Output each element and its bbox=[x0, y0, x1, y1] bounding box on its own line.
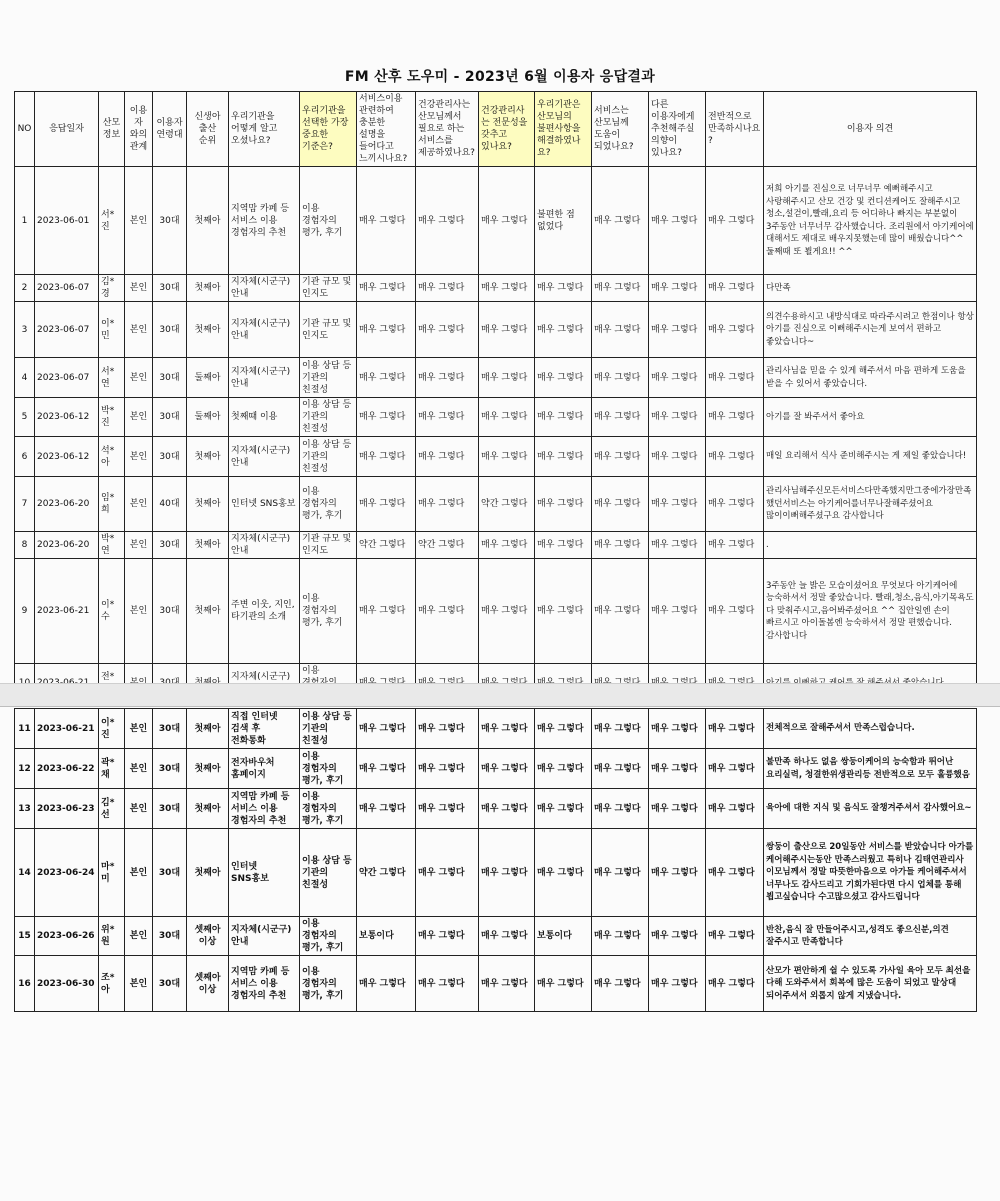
table-body-part1 bbox=[15, 167, 977, 703]
cell-q7: 매우 그렇다 bbox=[706, 358, 764, 398]
cell-age: 30대 bbox=[153, 789, 187, 829]
cell-q3: 매우 그렇다 bbox=[479, 709, 535, 749]
cell-q7: 매우 그렇다 bbox=[706, 709, 764, 749]
cell-q4: 매우 그렇다 bbox=[535, 358, 592, 398]
cell-how: 지자체(시군구) 안내 bbox=[229, 275, 300, 302]
cell-no: 3 bbox=[15, 302, 35, 358]
cell-q3: 매우 그렇다 bbox=[479, 559, 535, 664]
header-cell: 건강관리사는 전문성을 갖추고 있나요? bbox=[479, 92, 535, 167]
cell-q6: 매우 그렇다 bbox=[649, 477, 706, 532]
cell-q6: 매우 그렇다 bbox=[649, 167, 706, 275]
cell-rel: 본인 bbox=[125, 398, 153, 437]
cell-how: 지자체(시군구) 안내 bbox=[229, 302, 300, 358]
cell-no: 1 bbox=[15, 167, 35, 275]
cell-q2: 매우 그렇다 bbox=[416, 398, 479, 437]
cell-q6: 매우 그렇다 bbox=[649, 917, 706, 956]
cell-q7: 매우 그렇다 bbox=[706, 829, 764, 917]
cell-rel: 본인 bbox=[125, 829, 153, 917]
cell-rel: 본인 bbox=[125, 956, 153, 1012]
cell-why: 기관 규모 및 인지도 bbox=[300, 302, 357, 358]
cell-date: 2023-06-20 bbox=[35, 477, 99, 532]
cell-q4: 매우 그렇다 bbox=[535, 829, 592, 917]
cell-q5: 매우 그렇다 bbox=[592, 437, 649, 477]
cell-name: 박*연 bbox=[99, 532, 125, 559]
cell-why: 이용 경험자의 평가, 후기 bbox=[300, 167, 357, 275]
cell-q5: 매우 그렇다 bbox=[592, 358, 649, 398]
cell-rank: 첫째아 bbox=[187, 167, 229, 275]
cell-rank: 첫째아 bbox=[187, 709, 229, 749]
cell-rel: 본인 bbox=[125, 167, 153, 275]
cell-no: 9 bbox=[15, 559, 35, 664]
table-row bbox=[15, 275, 977, 302]
cell-q2: 매우 그렇다 bbox=[416, 559, 479, 664]
cell-date: 2023-06-07 bbox=[35, 358, 99, 398]
cell-q3: 매우 그렇다 bbox=[479, 167, 535, 275]
cell-q3: 매우 그렇다 bbox=[479, 829, 535, 917]
cell-name: 위*원 bbox=[99, 917, 125, 956]
survey-table-part2 bbox=[14, 708, 977, 1012]
cell-q1: 약간 그렇다 bbox=[357, 532, 416, 559]
header-cell: 산모 정보 bbox=[99, 92, 125, 167]
cell-q3: 매우 그렇다 bbox=[479, 302, 535, 358]
header-cell: 서비스는 산모님께 도움이 되었나요? bbox=[592, 92, 649, 167]
header-cell: 우리기관은 산모님의 불편사항을 해결하였나요? bbox=[535, 92, 592, 167]
cell-date: 2023-06-12 bbox=[35, 437, 99, 477]
cell-age: 30대 bbox=[153, 956, 187, 1012]
cell-date: 2023-06-21 bbox=[35, 559, 99, 664]
cell-why: 이용 경험자의 평가, 후기 bbox=[300, 917, 357, 956]
cell-name: 석*아 bbox=[99, 437, 125, 477]
cell-date: 2023-06-30 bbox=[35, 956, 99, 1012]
cell-q4: 매우 그렇다 bbox=[535, 477, 592, 532]
cell-how: 직접 인터넷 검색 후 전화통화 bbox=[229, 709, 300, 749]
cell-q5: 매우 그렇다 bbox=[592, 917, 649, 956]
cell-name: 서*연 bbox=[99, 358, 125, 398]
cell-q5: 매우 그렇다 bbox=[592, 532, 649, 559]
cell-no: 11 bbox=[15, 709, 35, 749]
cell-how: 지자체(시군구) 안내 bbox=[229, 532, 300, 559]
cell-q7: 매우 그렇다 bbox=[706, 789, 764, 829]
cell-q2: 매우 그렇다 bbox=[416, 477, 479, 532]
cell-name: 곽*채 bbox=[99, 749, 125, 789]
cell-q7: 매우 그렇다 bbox=[706, 302, 764, 358]
cell-q1: 매우 그렇다 bbox=[357, 709, 416, 749]
cell-q2: 매우 그렇다 bbox=[416, 167, 479, 275]
cell-q1: 매우 그렇다 bbox=[357, 437, 416, 477]
cell-date: 2023-06-24 bbox=[35, 829, 99, 917]
table-row bbox=[15, 829, 977, 917]
cell-q2: 매우 그렇다 bbox=[416, 789, 479, 829]
cell-q6: 매우 그렇다 bbox=[649, 789, 706, 829]
cell-rel: 본인 bbox=[125, 749, 153, 789]
cell-q6: 매우 그렇다 bbox=[649, 559, 706, 664]
cell-opinion: 관리사님을 믿을 수 있게 해주셔서 마음 편하게 도움을 받을 수 있어서 좋았습니다. bbox=[764, 358, 977, 398]
cell-why: 이용 상담 등 기관의 친절성 bbox=[300, 709, 357, 749]
cell-q5: 매우 그렇다 bbox=[592, 167, 649, 275]
cell-no: 14 bbox=[15, 829, 35, 917]
cell-q7: 매우 그렇다 bbox=[706, 532, 764, 559]
cell-q2: 매우 그렇다 bbox=[416, 829, 479, 917]
cell-age: 30대 bbox=[153, 917, 187, 956]
cell-q5: 매우 그렇다 bbox=[592, 477, 649, 532]
cell-q1: 매우 그렇다 bbox=[357, 477, 416, 532]
cell-q5: 매우 그렇다 bbox=[592, 956, 649, 1012]
cell-no: 4 bbox=[15, 358, 35, 398]
header-cell: 우리기관을 어떻게 알고 오셨나요? bbox=[229, 92, 300, 167]
cell-rank: 셋째아 이상 bbox=[187, 917, 229, 956]
cell-rel: 본인 bbox=[125, 275, 153, 302]
header-cell: NO bbox=[15, 92, 35, 167]
header-row bbox=[15, 92, 977, 167]
cell-q6: 매우 그렇다 bbox=[649, 532, 706, 559]
cell-q6: 매우 그렇다 bbox=[649, 956, 706, 1012]
cell-rank: 첫째아 bbox=[187, 275, 229, 302]
cell-q1: 매우 그렇다 bbox=[357, 167, 416, 275]
cell-no: 2 bbox=[15, 275, 35, 302]
cell-q4: 매우 그렇다 bbox=[535, 789, 592, 829]
cell-date: 2023-06-01 bbox=[35, 167, 99, 275]
cell-rel: 본인 bbox=[125, 532, 153, 559]
table-row bbox=[15, 709, 977, 749]
cell-rank: 둘째아 bbox=[187, 398, 229, 437]
cell-no: 16 bbox=[15, 956, 35, 1012]
cell-no: 6 bbox=[15, 437, 35, 477]
document-title: FM 산후 도우미 - 2023년 6월 이용자 응답결과 bbox=[344, 69, 656, 85]
cell-age: 30대 bbox=[153, 275, 187, 302]
cell-why: 이용 bbox=[300, 664, 357, 703]
cell-how: 주변 이웃, 지인,타기관의 소개 bbox=[229, 559, 300, 664]
cell-q5: 매우 그렇다 bbox=[592, 749, 649, 789]
cell-opinion: 의견수용하시고 내방식대로 따라주시려고 한점이나 항상 아기를 진심으로 이뻐해주시는게 보여서 편하고 좋았습니다~ bbox=[764, 302, 977, 358]
cell-q3: 매우 그렇다 bbox=[479, 532, 535, 559]
cell-q3: 매우 그렇다 bbox=[479, 956, 535, 1012]
cell-q5: 매우 그렇다 bbox=[592, 829, 649, 917]
cell-how: 첫째때 이용 bbox=[229, 398, 300, 437]
cell-why: 이용 상담 등 기관의 친절성 bbox=[300, 829, 357, 917]
cell-q2: 매우 그렇다 bbox=[416, 709, 479, 749]
cell-name: 이*수 bbox=[99, 559, 125, 664]
table-row bbox=[15, 302, 977, 358]
cell-q3: 매우 그렇다 bbox=[479, 917, 535, 956]
table-row bbox=[15, 956, 977, 1012]
cell-rank: 셋째아 이상 bbox=[187, 956, 229, 1012]
cell-q5: 매우 그렇다 bbox=[592, 789, 649, 829]
cell-name: 김*경 bbox=[99, 275, 125, 302]
table-row bbox=[15, 167, 977, 275]
cell-q6: 매우 그렇다 bbox=[649, 275, 706, 302]
cell-age: 30대 bbox=[153, 358, 187, 398]
cell-q7: 매우 그렇다 bbox=[706, 749, 764, 789]
cell-how: 지역맘 카페 등 서비스 이용 경험자의 추천 bbox=[229, 789, 300, 829]
cell-q7: 매우 그렇다 bbox=[706, 956, 764, 1012]
cell-why: 이용 경험자의 평가, 후기 bbox=[300, 956, 357, 1012]
cell-date: 2023-06-26 bbox=[35, 917, 99, 956]
survey-table-part1 bbox=[14, 91, 977, 703]
cell-opinion: 다만족 bbox=[764, 275, 977, 302]
cell-opinion: 육아에 대한 지식 및 음식도 잘챙겨주셔서 감사했어요~ bbox=[764, 789, 977, 829]
cell-q6: 매우 그렇다 bbox=[649, 398, 706, 437]
cell-q7: 매우 그렇다 bbox=[706, 437, 764, 477]
cell-why: 기관 규모 및 인지도 bbox=[300, 532, 357, 559]
cell-date: 2023-06-12 bbox=[35, 398, 99, 437]
cell-q3: 매우 그렇다 bbox=[479, 398, 535, 437]
cell-q3: 매우 그렇다 bbox=[479, 749, 535, 789]
cell-why: 기관 규모 및 인지도 bbox=[300, 275, 357, 302]
cell-rel: 본인 bbox=[125, 477, 153, 532]
cell-name: 이*민 bbox=[99, 302, 125, 358]
cell-q2: 매우 그렇다 bbox=[416, 749, 479, 789]
table-row bbox=[15, 358, 977, 398]
cell-name: 전* bbox=[99, 664, 125, 703]
table-row bbox=[15, 559, 977, 664]
cell-q1: 보통이다 bbox=[357, 917, 416, 956]
cell-how: 지자체(시군구) bbox=[229, 664, 300, 703]
cell-no: 13 bbox=[15, 789, 35, 829]
cell-date: 2023-06-07 bbox=[35, 302, 99, 358]
table-row bbox=[15, 398, 977, 437]
cell-q3: 매우 그렇다 bbox=[479, 437, 535, 477]
cell-q1: 매우 그렇다 bbox=[357, 749, 416, 789]
cell-how: 지역맘 카페 등 서비스 이용 경험자의 추천 bbox=[229, 956, 300, 1012]
cell-how: 지자체(시군구) 안내 bbox=[229, 917, 300, 956]
cell-q5: 매우 그렇다 bbox=[592, 302, 649, 358]
cell-rel: 본인 bbox=[125, 437, 153, 477]
cell-rank: 첫째아 bbox=[187, 789, 229, 829]
cell-q3: 약간 그렇다 bbox=[479, 477, 535, 532]
cell-q5: 매우 그렇다 bbox=[592, 709, 649, 749]
cell-why: 이용 경험자의 평가, 후기 bbox=[300, 559, 357, 664]
cell-q6: 매우 그렇다 bbox=[649, 358, 706, 398]
cell-name: 조*아 bbox=[99, 956, 125, 1012]
table-row bbox=[15, 532, 977, 559]
cell-name: 마*미 bbox=[99, 829, 125, 917]
cell-q4: 보통이다 bbox=[535, 917, 592, 956]
cell-opinion: 전체적으로 잘해주셔서 만족스럽습니다. bbox=[764, 709, 977, 749]
cell-q5: 매우 그렇다 bbox=[592, 398, 649, 437]
cell-no: 12 bbox=[15, 749, 35, 789]
cell-name: 임*희 bbox=[99, 477, 125, 532]
cell-q2: 매우 그렇다 bbox=[416, 917, 479, 956]
table-row bbox=[15, 917, 977, 956]
cell-q5: 매우 그렇다 bbox=[592, 559, 649, 664]
cell-q1: 매우 그렇다 bbox=[357, 302, 416, 358]
header-cell: 우리기관을 선택한 가장 중요한 기준은? bbox=[300, 92, 357, 167]
cell-how: 지역맘 카페 등 서비스 이용 경험자의 추천 bbox=[229, 167, 300, 275]
header-cell: 신생아 출산 순위 bbox=[187, 92, 229, 167]
cell-q1: 매우 그렇다 bbox=[357, 956, 416, 1012]
cell-q2: 약간 그렇다 bbox=[416, 532, 479, 559]
cell-how: 지자체(시군구) 안내 bbox=[229, 437, 300, 477]
cell-q4: 불편한 점 없었다 bbox=[535, 167, 592, 275]
cell-q7: 매우 그렇다 bbox=[706, 559, 764, 664]
cell-q7: 매우 그렇다 bbox=[706, 917, 764, 956]
cell-rank: 첫째아 bbox=[187, 477, 229, 532]
cell-opinion: 쌍둥이 출산으로 20일동안 서비스를 받았습니다 아가를 케어해주시는동안 만족스러웠고 특히나 김태연관리사 이모님께서 정말 따뜻한마음으로 아가들 케어해주셔서 너무나도 감사드리고 기회가된다면 다시 업체를 통해 뵙고싶습니다 수고많으셨고 감사드립니다 bbox=[764, 829, 977, 917]
cell-no: 7 bbox=[15, 477, 35, 532]
cell-no: 15 bbox=[15, 917, 35, 956]
cell-q2: 매우 그렇다 bbox=[416, 956, 479, 1012]
cell-name: 박*진 bbox=[99, 398, 125, 437]
cell-rank: 첫째아 bbox=[187, 532, 229, 559]
cell-how: 지자체(시군구) 안내 bbox=[229, 358, 300, 398]
cell-q6: 매우 그렇다 bbox=[649, 829, 706, 917]
cell-opinion: 저희 아기를 진심으로 너무너무 예뻐해주시고 사랑해주시고 산모 건강 및 컨디션케어도 잘해주시고 청소,설걷이,빨래,요리 등 어디하나 빠지는 부분없이 3주동안 너무너무 감사했습니다. 조리원에서 아기케어에 대해서도 제대로 배우지못했는데 많이 배웠습니다^^ 둘째때 또 뵐게요!! ^^ bbox=[764, 167, 977, 275]
cell-q2: 매우 그렇다 bbox=[416, 358, 479, 398]
cell-rank: 첫째아 bbox=[187, 559, 229, 664]
cell-q4: 매우 그렇다 bbox=[535, 398, 592, 437]
header-cell: 다른 이용자에게 추천해주실 의향이 있나요? bbox=[649, 92, 706, 167]
cell-no: 8 bbox=[15, 532, 35, 559]
cell-q4: 매우 그렇다 bbox=[535, 437, 592, 477]
cell-why: 이용 경험자의 평가, 후기 bbox=[300, 477, 357, 532]
cell-opinion: 반찬,음식 잘 만들어주시고,성격도 좋으신분,의견 잘주시고 만족합니다 bbox=[764, 917, 977, 956]
cell-age: 30대 bbox=[153, 709, 187, 749]
header-cell: 이용자 와의 관계 bbox=[125, 92, 153, 167]
cell-name: 김*선 bbox=[99, 789, 125, 829]
cell-age: 30대 bbox=[153, 559, 187, 664]
cell-rel: 본인 bbox=[125, 358, 153, 398]
cell-q1: 매우 그렇다 bbox=[357, 275, 416, 302]
cell-q6: 매우 그렇다 bbox=[649, 437, 706, 477]
cell-age: 30대 bbox=[153, 829, 187, 917]
cell-why: 이용 경험자의 평가, 후기 bbox=[300, 789, 357, 829]
cell-q1: 약간 그렇다 bbox=[357, 829, 416, 917]
table-body-part2 bbox=[15, 709, 977, 1012]
cell-q4: 매우 그렇다 bbox=[535, 749, 592, 789]
header-cell: 응답일자 bbox=[35, 92, 99, 167]
cell-how: 전자바우처 홈페이지 bbox=[229, 749, 300, 789]
cell-q6: 매우 그렇다 bbox=[649, 749, 706, 789]
cell-date: 2023-06-22 bbox=[35, 749, 99, 789]
cell-age: 30대 bbox=[153, 437, 187, 477]
cell-rank: 첫째아 bbox=[187, 749, 229, 789]
table-row bbox=[15, 477, 977, 532]
cell-q7: 매우 그렇다 bbox=[706, 167, 764, 275]
cell-rank: 첫째아 bbox=[187, 302, 229, 358]
cell-opinion: 관리사님해주신모든서비스다만족했지만그중에가장만족했던서비스는 아기케어를너무나잘해주셨어요 많이이뻐해주셨구요 감사합니다 bbox=[764, 477, 977, 532]
header-cell: 전반적으로 만족하시나요? bbox=[706, 92, 764, 167]
cell-rel: 본인 bbox=[125, 789, 153, 829]
cell-rank: 둘째아 bbox=[187, 358, 229, 398]
cell-opinion: 아기를 잘 봐주셔서 좋아요 bbox=[764, 398, 977, 437]
header-cell: 서비스이용 관련하여 충분한 설명을 들어다고 느끼시나요? bbox=[357, 92, 416, 167]
cell-age: 40대 bbox=[153, 477, 187, 532]
cell-date: 2023-06-20 bbox=[35, 532, 99, 559]
cell-age: 30대 bbox=[153, 532, 187, 559]
cell-why: 이용 경험자의 평가, 후기 bbox=[300, 749, 357, 789]
cell-date: 2023-06-23 bbox=[35, 789, 99, 829]
cell-q4: 매우 그렇다 bbox=[535, 956, 592, 1012]
cell-opinion: 불만족 하나도 없음 쌍둥이케어의 능숙함과 뛰어난 요리실력, 청결한위생관리등 전반적으로 모두 훌륭했음 bbox=[764, 749, 977, 789]
cell-q5: 매우 그렇다 bbox=[592, 275, 649, 302]
header-cell: 건강관리사는 산모님께서 필요로 하는 서비스를 제공하였나요? bbox=[416, 92, 479, 167]
cell-q2: 매우 그렇다 bbox=[416, 302, 479, 358]
cell-opinion: 매일 요리해서 식사 준비해주시는 게 제일 좋았습니다! bbox=[764, 437, 977, 477]
header-cell: 이용자 의견 bbox=[764, 92, 977, 167]
cell-q3: 매우 그렇다 bbox=[479, 358, 535, 398]
cell-how: 인터넷 SNS홍보 bbox=[229, 829, 300, 917]
cell-q7: 매우 그렇다 bbox=[706, 477, 764, 532]
table-row bbox=[15, 437, 977, 477]
cell-q4: 매우 그렇다 bbox=[535, 532, 592, 559]
table-row bbox=[15, 749, 977, 789]
cell-q1: 매우 그렇다 bbox=[357, 559, 416, 664]
cell-q6: 매우 그렇다 bbox=[649, 302, 706, 358]
cell-q3: 매우 그렇다 bbox=[479, 789, 535, 829]
cell-how: 인터넷 SNS홍보 bbox=[229, 477, 300, 532]
cell-date: 2023-06-21 bbox=[35, 709, 99, 749]
table-row bbox=[15, 789, 977, 829]
cell-rel: 본인 bbox=[125, 302, 153, 358]
cell-name: 서*진 bbox=[99, 167, 125, 275]
page-break bbox=[0, 683, 1000, 707]
header-cell: 이용자 연령대 bbox=[153, 92, 187, 167]
cell-why: 이용 상담 등 기관의 친절성 bbox=[300, 358, 357, 398]
cell-why: 이용 상담 등 기관의 친절성 bbox=[300, 437, 357, 477]
cell-q2: 매우 그렇다 bbox=[416, 437, 479, 477]
cell-no: 5 bbox=[15, 398, 35, 437]
cell-q1: 매우 그렇다 bbox=[357, 358, 416, 398]
cell-q1: 매우 그렇다 bbox=[357, 789, 416, 829]
cell-age: 30대 bbox=[153, 398, 187, 437]
cell-date: 2023-06-07 bbox=[35, 275, 99, 302]
cell-q7: 매우 그렇다 bbox=[706, 275, 764, 302]
cell-rel: 본인 bbox=[125, 559, 153, 664]
cell-q4: 매우 그렇다 bbox=[535, 302, 592, 358]
cell-opinion: . bbox=[764, 532, 977, 559]
cell-rel: 본인 bbox=[125, 917, 153, 956]
cell-q4: 매우 그렇다 bbox=[535, 709, 592, 749]
cell-q4: 매우 그렇다 bbox=[535, 559, 592, 664]
cell-opinion: 산모가 편안하게 쉴 수 있도록 가사일 육아 모두 최선을 다해 도와주셔서 회복에 많은 도움이 되었고 말상대 되어주셔서 외롭지 않게 지냈습니다. bbox=[764, 956, 977, 1012]
cell-age: 30대 bbox=[153, 749, 187, 789]
cell-q7: 매우 그렇다 bbox=[706, 398, 764, 437]
cell-why: 이용 상담 등 기관의 친절성 bbox=[300, 398, 357, 437]
cell-q2: 매우 그렇다 bbox=[416, 275, 479, 302]
cell-age: 30대 bbox=[153, 167, 187, 275]
cell-rank: 첫째아 bbox=[187, 829, 229, 917]
cell-opinion: 3주동안 늘 밝은 모습이셨어요 무엇보다 아기케어에 능숙하셔서 정말 좋았습니다. 빨래,청소,음식,아기목욕도 다 맞춰주시고,음어봐주셨어요 ^^ 집안일엔 손이 빠르시고 아이돌봄엔 능숙하셔서 정말 편했습니다. 감사합니다 bbox=[764, 559, 977, 664]
cell-rank: 첫째아 bbox=[187, 437, 229, 477]
cell-name: 이*진 bbox=[99, 709, 125, 749]
cell-age: 30대 bbox=[153, 302, 187, 358]
cell-rel: 본인 bbox=[125, 709, 153, 749]
cell-q3: 매우 그렇다 bbox=[479, 275, 535, 302]
cell-q6: 매우 그렇다 bbox=[649, 709, 706, 749]
cell-q4: 매우 그렇다 bbox=[535, 275, 592, 302]
cell-q1: 매우 그렇다 bbox=[357, 398, 416, 437]
